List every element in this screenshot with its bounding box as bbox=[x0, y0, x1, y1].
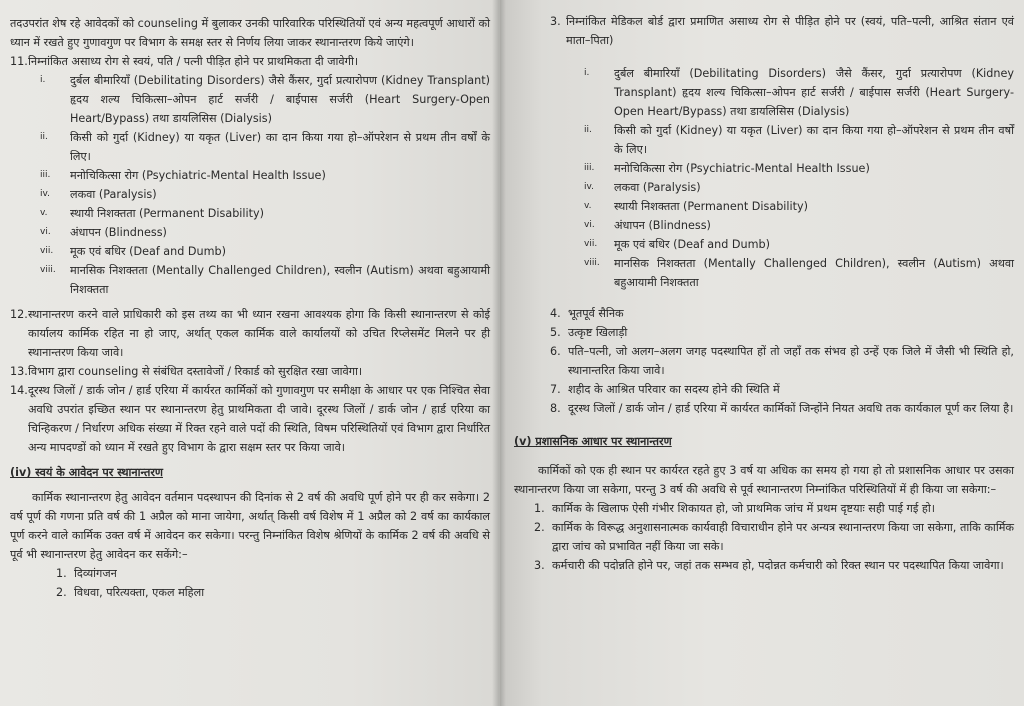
section-iv-list bbox=[10, 564, 490, 602]
intro-paragraph: तदउपरांत शेष रहे आवेदकों को counseling में बुलाकर उनकी पारिवारिक परिस्थितियों एवं अन्य महत्वपूर्ण आधारों को ध्यान में रखते हुए गुणावगुण पर विभाग के समक्ष स्तर से निर्णय लिया जाकर स्थानान्तरण किये जाएंगे। bbox=[10, 17, 490, 49]
list-item: 5. उत्कृष्ट खिलाड़ी bbox=[550, 326, 628, 339]
list-item: i. दुर्बल बीमारियाँ (Debilitating Disorders) जैसे कैंसर, गुर्दा प्रत्यारोपण (Kidney Transplant) हृदय शल्य चिकित्सा–ओपन हार्ट सर्जरी / बाईपास सर्जरी (Heart Surgery-Open Heart/Bypass) तथा डायलिसिस (Dialysis) bbox=[40, 74, 490, 125]
clause-11-number: 11. bbox=[10, 55, 28, 68]
list-item: i. दुर्बल बीमारियाँ (Debilitating Disorders) जैसे कैंसर, गुर्दा प्रत्यारोपण (Kidney Transplant) हृदय शल्य चिकित्सा–ओपन हार्ट सर्जरी / बाईपास सर्जरी (Heart Surgery-Open Heart/Bypass) तथा डायलिसिस (Dialysis) bbox=[584, 67, 1014, 118]
left-page bbox=[0, 0, 500, 706]
list-item: ii. किसी को गुर्दा (Kidney) या यकृत (Liver) का दान किया गया हो–ऑपरेशन से प्रथम तीन वर्षों के लिए। bbox=[40, 131, 490, 163]
list-item: 8. दूरस्थ जिलों / डार्क जोन / हार्ड एरिया में कार्यरत कार्मिकों जिन्होंने नियत अवधि तक कार्यकाल पूर्ण कर लिया है। bbox=[550, 402, 1014, 415]
list-item: 2. कार्मिक के विरूद्ध अनुशासनात्मक कार्यवाही विचाराधीन होने पर अन्यत्र स्थानान्तरण किया जा सकेगा, ताकि कार्मिक द्वारा जांच को प्रभावित नहीं किया जा सके। bbox=[534, 521, 1014, 553]
right-page bbox=[500, 0, 1024, 706]
list-item: ii. किसी को गुर्दा (Kidney) या यकृत (Liver) का दान किया गया हो–ऑपरेशन से प्रथम तीन वर्षों के लिए। bbox=[584, 124, 1014, 156]
list-item: iv. लकवा (Paralysis) bbox=[40, 188, 157, 201]
list-item: 3. कर्मचारी की पदोन्नति होने पर, जहां तक सम्भव हो, पदोन्नत कर्मचारी को रिक्त स्थान पर पदस्थापित किया जावेगा। bbox=[534, 559, 1004, 572]
list-item: 4. भूतपूर्व सैनिक bbox=[550, 307, 624, 320]
list-item: v. स्थायी निशक्तता (Permanent Disability) bbox=[584, 200, 808, 213]
list-item: vii. मूक एवं बधिर (Deaf and Dumb) bbox=[40, 245, 226, 258]
section-iv-heading: (iv) स्वयं के आवेदन पर स्थानान्तरण bbox=[10, 466, 163, 479]
list-item: 1. दिव्यांगजन bbox=[56, 567, 117, 580]
section-v-heading: (v) प्रशासनिक आधार पर स्थानान्तरण bbox=[514, 435, 672, 448]
list-item: iv. लकवा (Paralysis) bbox=[584, 181, 701, 194]
list-item: vii. मूक एवं बधिर (Deaf and Dumb) bbox=[584, 238, 770, 251]
list-item: viii. मानसिक निशक्तता (Mentally Challenged Children), स्वलीन (Autism) अथवा बहुआयामी निशक्तता bbox=[584, 257, 1014, 289]
list-item: vi. अंधापन (Blindness) bbox=[584, 219, 711, 232]
list-item: v. स्थायी निशक्तता (Permanent Disability) bbox=[40, 207, 264, 220]
clause-11-text: निम्नांकित असाध्य रोग से स्वयं, पति / पत्नी पीड़ित होने पर प्राथमिकता दी जावेगी। bbox=[28, 55, 359, 68]
list-item: vi. अंधापन (Blindness) bbox=[40, 226, 167, 239]
list-item: iii. मनोचिकित्सा रोग (Psychiatric-Mental Health Issue) bbox=[584, 162, 870, 175]
list-item: 6. पति–पत्नी, जो अलग–अलग जगह पदस्थापित हों तो जहाँ तक संभव हो उन्हें एक जिले में जैसी भी स्थिति हो, स्थानान्तरित किया जावे। bbox=[550, 345, 1014, 377]
list-item: 7. शहीद के आश्रित परिवार का सदस्य होने की स्थिति में bbox=[550, 383, 780, 396]
page-gutter bbox=[492, 0, 506, 706]
list-item: viii. मानसिक निशक्तता (Mentally Challenged Children), स्वलीन (Autism) अथवा बहुआयामी निशक्तता bbox=[40, 264, 490, 296]
clause-14: 14. दूरस्थ जिलों / डार्क जोन / हार्ड एरिया में कार्यरत कार्मिकों को गुणावगुण पर समीक्षा के आधार पर एक निश्चित सेवा अवधि उपरांत इच्छित स्थान पर स्थानान्तरण हेतु प्राथमिकता दी जावे। दूरस्थ जिलों / डार्क जोन / हार्ड एरिया का चिन्हिकरण / निर्धारण अधिक संख्या में रिक्त रहने वाले पदों की स्थिति, विषम परिस्थितियों एवं विभाग द्वारा निर्धारित अन्य मापदण्डों को ध्यान में रखते हुए विभाग के द्वारा सक्षम स्तर पर किया जावे। bbox=[10, 384, 490, 454]
section-iv-paragraph: कार्मिक स्थानान्तरण हेतु आवेदन वर्तमान पदस्थापन की दिनांक से 2 वर्ष की अवधि पूर्ण होने पर ही कर सकेगा। 2 वर्ष पूर्ण की गणना प्रति वर्ष की 1 अप्रैल को माना जायेगा, अर्थात् किसी वर्ष विशेष में 1 अप्रैल को 2 वर्ष का कार्यकाल पूर्ण करने वाले कार्मिक उक्त वर्ष में आवेदन कर सकेगा। परन्तु निम्नांकित विशेष श्रेणियों के कार्मिक 2 वर्ष की अवधि से पूर्व भी स्थानान्तरण हेतु आवेदन कर सकेंगे:– bbox=[10, 491, 490, 561]
clauses-4-8 bbox=[550, 304, 1014, 418]
clause-12: 12. स्थानान्तरण करने वाले प्राधिकारी को इस तथ्य का भी ध्यान रखना आवश्यक होगा कि किसी स्थानान्तरण से कोई कार्यालय कार्मिक रहित ना हो जाए, अर्थात् एकल कार्मिक वाले कार्यालयों को उचित रिप्लेसमेंट मिलने पर ही स्थानान्तरण किया जावे। bbox=[10, 308, 490, 359]
list-item: iii. मनोचिकित्सा रोग (Psychiatric-Mental Health Issue) bbox=[40, 169, 326, 182]
clause-11 bbox=[10, 52, 490, 71]
list-item: 1. कार्मिक के खिलाफ ऐसी गंभीर शिकायत हो, जो प्राथमिक जांच में प्रथम दृष्टयाः सही पाई गई हो। bbox=[534, 502, 935, 515]
list-item: 2. विधवा, परित्यक्ता, एकल महिला bbox=[56, 586, 205, 599]
clause-3: 3. निम्नांकित मेडिकल बोर्ड द्वारा प्रमाणित असाध्य रोग से पीड़ित होने पर (स्वयं, पति–पत्नी, आश्रित संतान एवं माता–पिता) bbox=[550, 15, 1014, 47]
clause-11-list bbox=[10, 71, 490, 299]
clause-13: 13. विभाग द्वारा counseling से संबंधित दस्तावेजों / रिकार्ड को सुरक्षित रखा जावेगा। bbox=[10, 365, 363, 378]
section-v-paragraph: कार्मिकों को एक ही स्थान पर कार्यरत रहते हुए 3 वर्ष या अधिक का समय हो गया हो तो प्रशासनिक आधार पर उसका स्थानान्तरण किया जा सकेगा, परन्तु 3 वर्ष की अवधि से पूर्व स्थानान्तरण निम्नांकित परिस्थितियों में ही किया जा सकेगा:– bbox=[514, 464, 1014, 496]
section-v-list bbox=[534, 499, 1014, 575]
clause-3-list bbox=[554, 64, 1014, 292]
